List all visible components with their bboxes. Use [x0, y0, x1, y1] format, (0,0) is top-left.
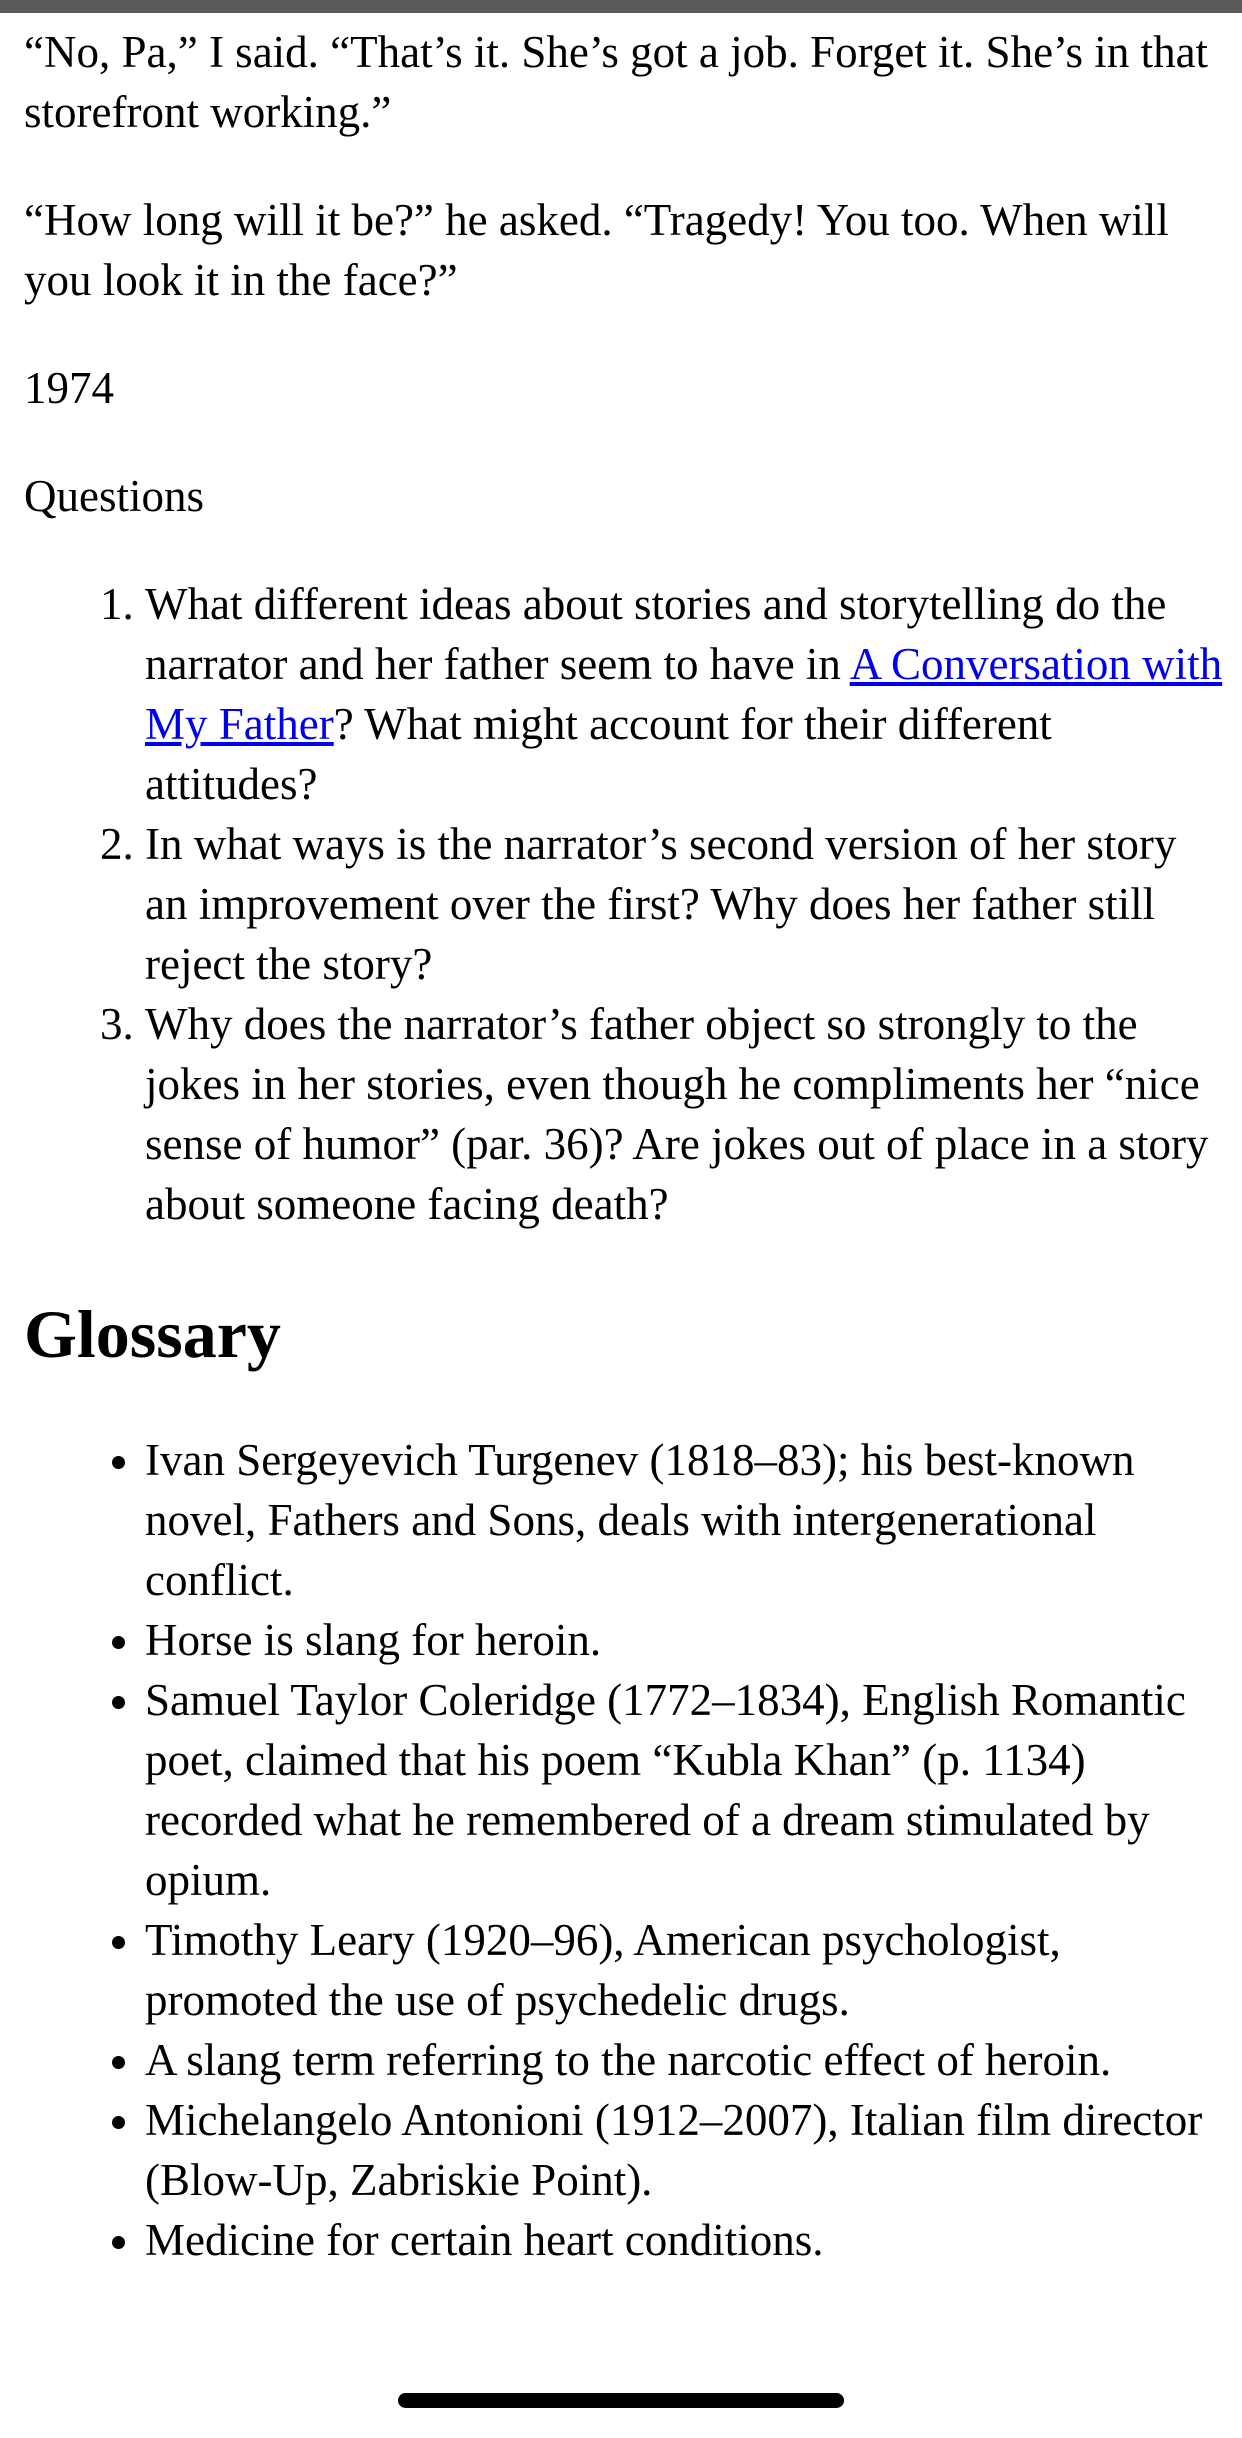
top-status-bar: [0, 0, 1242, 13]
dialogue-paragraph-1: “No, Pa,” I said. “That’s it. She’s got a job. Forget it. She’s in that storefront working.”: [24, 27, 1209, 137]
home-indicator[interactable]: [398, 2393, 844, 2408]
glossary-item: • Ivan Sergeyevich Turgenev (1818–83); his best-known novel, Fathers and Sons, deals with intergenerational conflict.: [145, 1430, 1224, 1610]
question-item-1: [145, 574, 1224, 814]
glossary-item: • A slang term referring to the narcotic effect of heroin.: [145, 2030, 1224, 2090]
glossary-item: • Michelangelo Antonioni (1912–2007), Italian film director (Blow-Up, Zabriskie Point).: [145, 2090, 1224, 2210]
story-year: 1974: [24, 363, 114, 413]
dialogue-paragraph-2: “How long will it be?” he asked. “Tragedy! You too. When will you look it in the face?”: [24, 195, 1169, 305]
glossary-item: • Medicine for certain heart conditions.: [145, 2210, 1224, 2270]
glossary-item: • Horse is slang for heroin.: [145, 1610, 1224, 1670]
questions-list: [24, 574, 1224, 1234]
question-item-3: 3. Why does the narrator’s father object so strongly to the jokes in her stories, even though he compliments her “nice sense of humor” (par. 36)? Are jokes out of place in a story about someone facing death?: [145, 994, 1224, 1234]
reader-content: [24, 22, 1224, 2270]
glossary-heading: Glossary: [24, 1296, 281, 1372]
story-title-link[interactable]: A Conversation with My Father: [145, 639, 1223, 749]
glossary-item: • Samuel Taylor Coleridge (1772–1834), English Romantic poet, claimed that his poem “Kubla Khan” (p. 1134) recorded what he remembered of a dream stimulated by opium.: [145, 1670, 1224, 1910]
question-1-text-after: ? What might account for their different attitudes?: [145, 699, 1052, 809]
question-item-2: 2. In what ways is the narrator’s second version of her story an improvement over the first? Why does her father still reject the story?: [145, 814, 1224, 994]
question-1-text-before: What different ideas about stories and storytelling do the narrator and her father seem to have in: [145, 579, 1167, 689]
glossary-item: • Timothy Leary (1920–96), American psychologist, promoted the use of psychedelic drugs.: [145, 1910, 1224, 2030]
glossary-list: [24, 1430, 1224, 2270]
questions-heading: Questions: [24, 471, 204, 521]
